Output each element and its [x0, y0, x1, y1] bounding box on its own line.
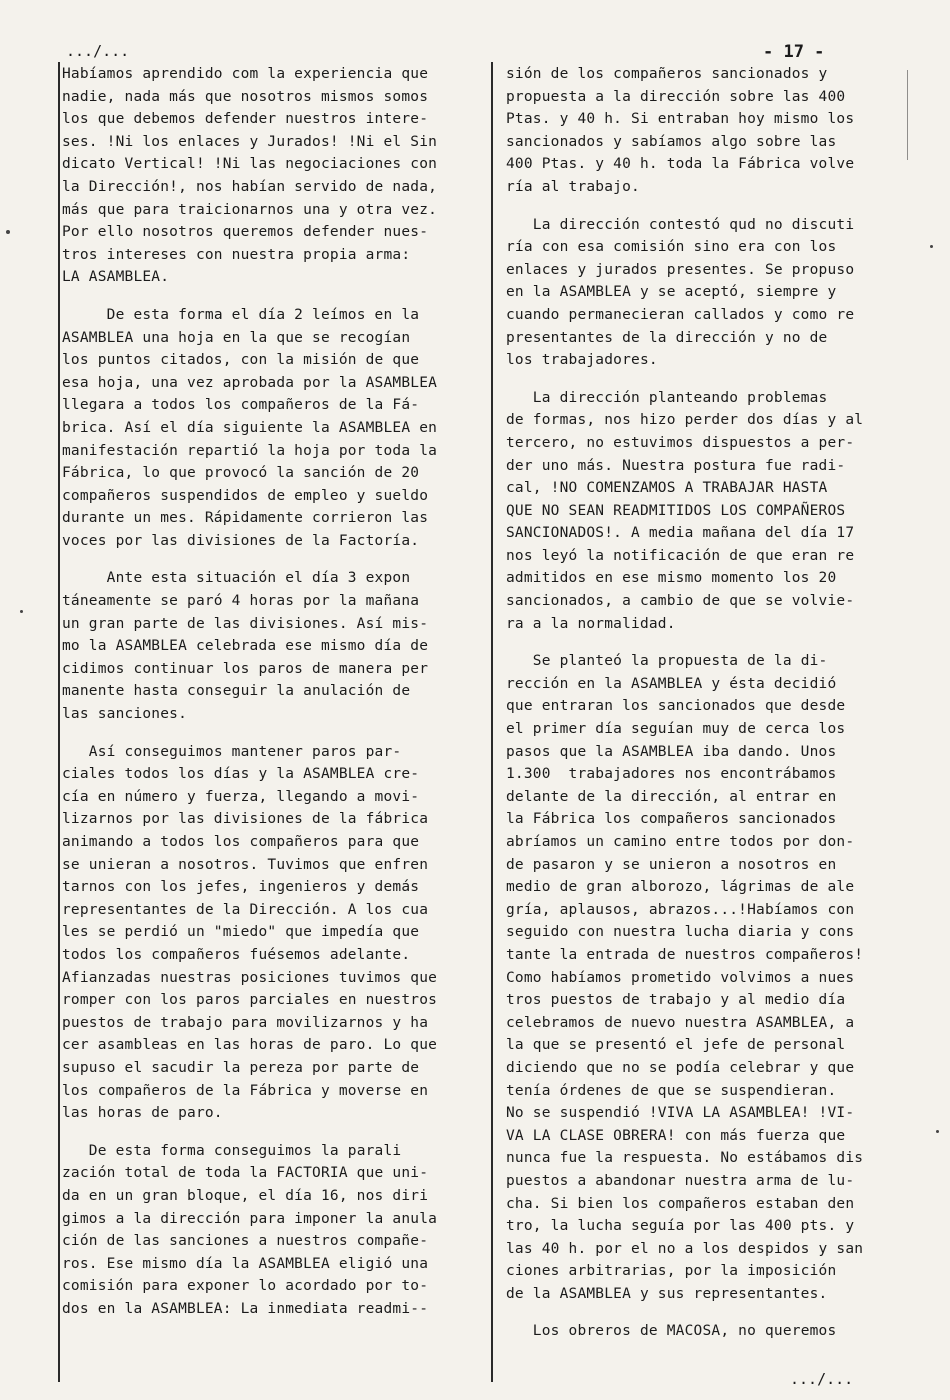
- scan-speck: [20, 610, 23, 613]
- scan-speck: [930, 245, 933, 248]
- paragraph: De esta forma conseguimos la parali zación total de toda la FACTORIA que uni- da en un gran bloque, el día 16, nos diri gimos a la dirección para imponer la anula ción de las sanciones a nuestros compañe- ros. Ese mismo día la ASAMBLEA eligió una comisión para exponer lo acordado por to- dos en la ASAMBLEA: La inmediata readmi--: [62, 1142, 438, 1317]
- paragraph: La dirección planteando problemas de formas, nos hizo perder dos días y al tercero, no estuvimos dispuestos a per- der uno más. Nuestra postura fue radi- cal, !NO COMENZAMOS A TRABAJAR HASTA QUE NO SEAN READMITIDOS LOS COMPAÑEROS SANCIONADOS!. A media mañana del día 17 nos leyó la notificación de que eran re admitidos en ese mismo momento los 20 sancionados, a cambio de que se volvie- ra a la normalidad.: [506, 389, 864, 632]
- scan-speck: [936, 1130, 939, 1133]
- paragraph: Se planteó la propuesta de la di- rección en la ASAMBLEA y ésta decidió que entraran los sancionados que desde el primer día seguían muy de cerca los pasos que la ASAMBLEA iba dando. Unos 1.300 trabajadores nos encontrábamos delante de la dirección, al entrar en la Fábrica los compañeros sancionados abríamos un camino entre todos por don- de pasaron y se unieron a nosotros en medio de gran alborozo, lágrimas de ale gría, aplausos, abrazos...!Habíamos con seguido con nuestra lucha diaria y cons tante la entrada de nuestros compañeros! Como habíamos prometido volvimos a nues tros puestos de trabajo y al medio día celebramos de nuevo nuestra ASAMBLEA, a la que se presentó el jefe de personal diciendo que no se podía celebrar y que tenía órdenes de que se suspendieran. No se suspendió !VIVA LA ASAMBLEA! !VI- VA LA CLASE OBRERA! con más fuerza que nunca fue la respuesta. No estábamos dis puestos a abandonar nuestra arma de lu- cha. Si bien los compañeros estaban den tro, la lucha seguía por las 400 pts. y las 40 h. por el no a los despidos y san ciones arbitrarias, por la imposición de la ASAMBLEA y sus representantes.: [506, 653, 864, 1302]
- paragraph: Ante esta situación el día 3 expon táneamente se paró 4 horas por la mañana un gran parte de las divisiones. Así mis- mo la ASAMBLEA celebrada ese mismo día de cidimos continuar los paros de manera per manente hasta conseguir la anulación de las sanciones.: [62, 570, 429, 723]
- scan-speck: [6, 230, 10, 234]
- continued-mark-top: .../...: [66, 42, 130, 60]
- paragraph: Habíamos aprendido com la experiencia que nadie, nada más que nosotros mismos somos los que debemos defender nuestros intere- ses. !Ni los enlaces y Jurados! !Ni el Sin dicato Vertical! !Ni las negociaciones con la Dirección!, nos habían servido de nada, más que para traicionarnos una y otra vez. Por ello nosotros queremos defender nues- tros intereses con nuestra propia arma: LA ASAMBLEA.: [62, 66, 438, 286]
- right-margin-rule: [907, 70, 908, 160]
- paragraph: La dirección contestó qud no discuti ría con esa comisión sino era con los enlaces y jurados presentes. Se propuso en la ASAMBLEA y se aceptó, siempre y cuando permanecieran callados y como re presentantes de la dirección y no de los trabajadores.: [506, 216, 855, 369]
- continued-mark-bottom: .../...: [790, 1370, 854, 1388]
- page-number: - 17 -: [763, 42, 825, 62]
- center-column-rule: [491, 62, 493, 1382]
- paragraph: De esta forma el día 2 leímos en la ASAMBLEA una hoja en la que se recogían los puntos citados, con la misión de que esa hoja, una vez aprobada por la ASAMBLEA llegara a todos los compañeros de la Fá- brica. Así el día siguiente la ASAMBLEA en manifestación repartió la hoja por toda la Fábrica, lo que provocó la sanción de 20 compañeros suspendidos de empleo y sueldo durante un mes. Rápidamente corrieron las voces por las divisiones de la Factoría.: [62, 306, 438, 549]
- right-column: [506, 63, 906, 1358]
- left-column: [62, 63, 484, 1335]
- paragraph: Así conseguimos mantener paros par- ciales todos los días y la ASAMBLEA cre- cía en número y fuerza, llegando a movi- lizarnos por las divisiones de la fábrica animando a todos los compañeros para que se unieran a nosotros. Tuvimos que enfren tarnos con los jefes, ingenieros y demás representantes de la Dirección. A los cua les se perdió un "miedo" que impedía que todos los compañeros fuésemos adelante. Afianzadas nuestras posiciones tuvimos que romper con los paros parciales en nuestros puestos de trabajo para movilizarnos y ha cer asambleas en las horas de paro. Lo que supuso el sacudir la pereza por parte de los compañeros de la Fábrica y moverse en las horas de paro.: [62, 743, 438, 1122]
- left-margin-rule: [58, 62, 60, 1382]
- paragraph: sión de los compañeros sancionados y propuesta a la dirección sobre las 400 Ptas. y 40 h. Si entraban hoy mismo los sancionados y sabíamos algo sobre las 400 Ptas. y 40 h. toda la Fábrica volve ría al trabajo.: [506, 66, 855, 195]
- paragraph: Los obreros de MACOSA, no queremos: [506, 1323, 837, 1340]
